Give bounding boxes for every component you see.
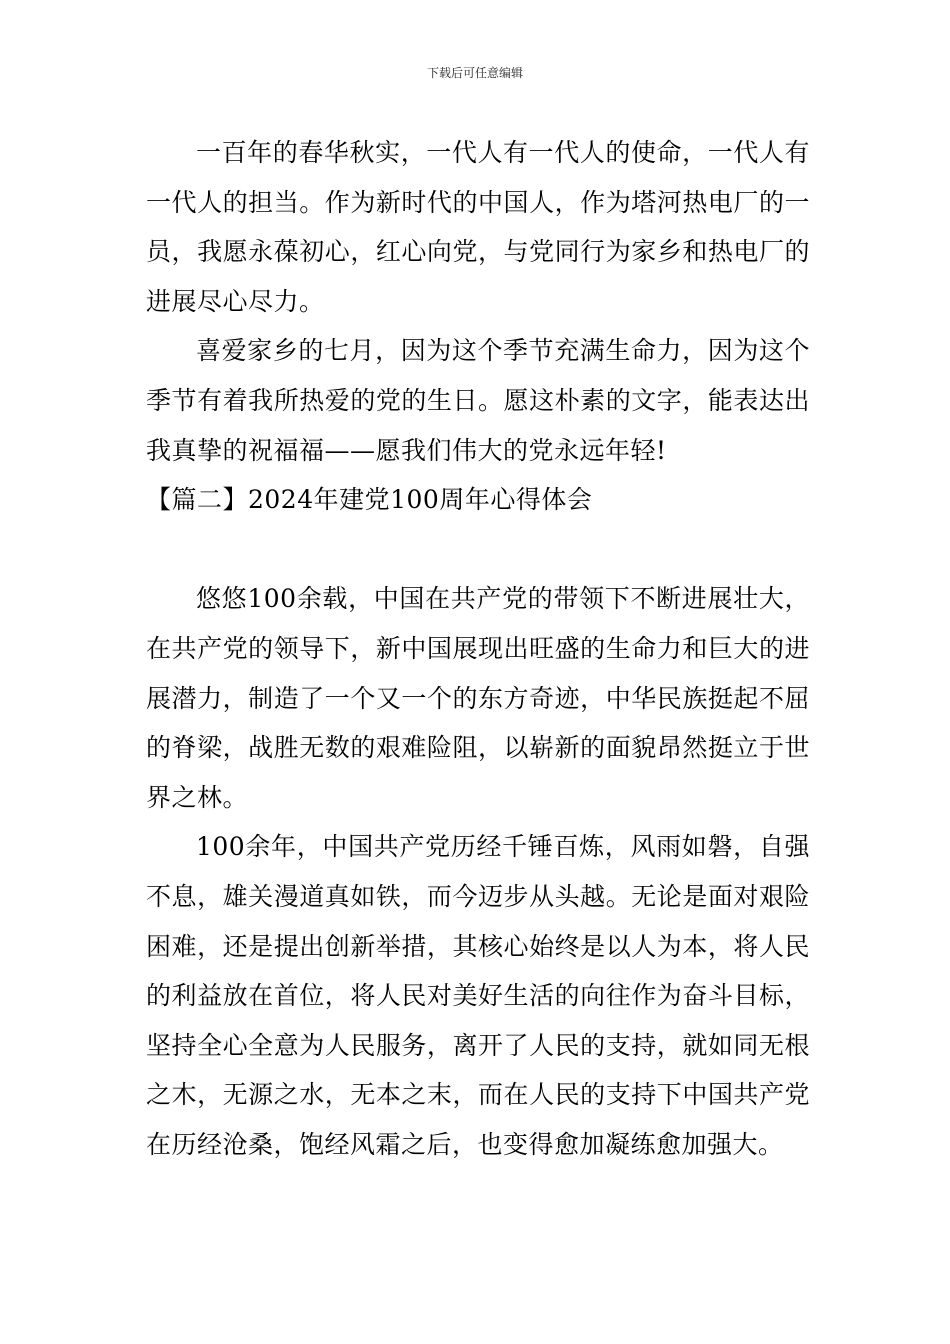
page-header: 下载后可任意编辑 xyxy=(426,66,523,80)
paragraph-2: 喜爱家乡的七月，因为这个季节充满生命力，因为这个季节有着我所热爱的党的生日。愿这朴素的文字，能表达出我真挚的祝福福——愿我们伟大的党永远年轻! xyxy=(146,336,810,465)
section-title: 【篇二】2024年建党100周年心得体会 xyxy=(146,485,593,515)
paragraph-4: 100余年，中国共产党历经千锤百炼，风雨如磐，自强不息，雄关漫道真如铁，而今迈步从头越。无论是面对艰险困难，还是提出创新举措，其核心始终是以人为本，将人民的利益放在首位，将人民对美好生活的向往作为奋斗目标，坚持全心全意为人民服务，离开了人民的支持，就如同无根之木，无源之水，无本之末，而在人民的支持下中国共产党在历经沧桑，饱经风霜之后，也变得愈加凝练愈加强大。 xyxy=(146,832,810,1159)
paragraph-1: 一百年的春华秋实，一代人有一代人的使命，一代人有一代人的担当。作为新时代的中国人，作为塔河热电厂的一员，我愿永葆初心，红心向党，与党同行为家乡和热电厂的进展尽心尽力。 xyxy=(146,138,810,316)
document-body xyxy=(146,128,810,1169)
paragraph-3: 悠悠100余载，中国在共产党的带领下不断进展壮大，在共产党的领导下，新中国展现出旺盛的生命力和巨大的进展潜力，制造了一个又一个的东方奇迹，中华民族挺起不屈的脊梁，战胜无数的艰难险阻，以崭新的面貌昂然挺立于世界之林。 xyxy=(146,584,810,812)
blank-line xyxy=(146,525,810,575)
